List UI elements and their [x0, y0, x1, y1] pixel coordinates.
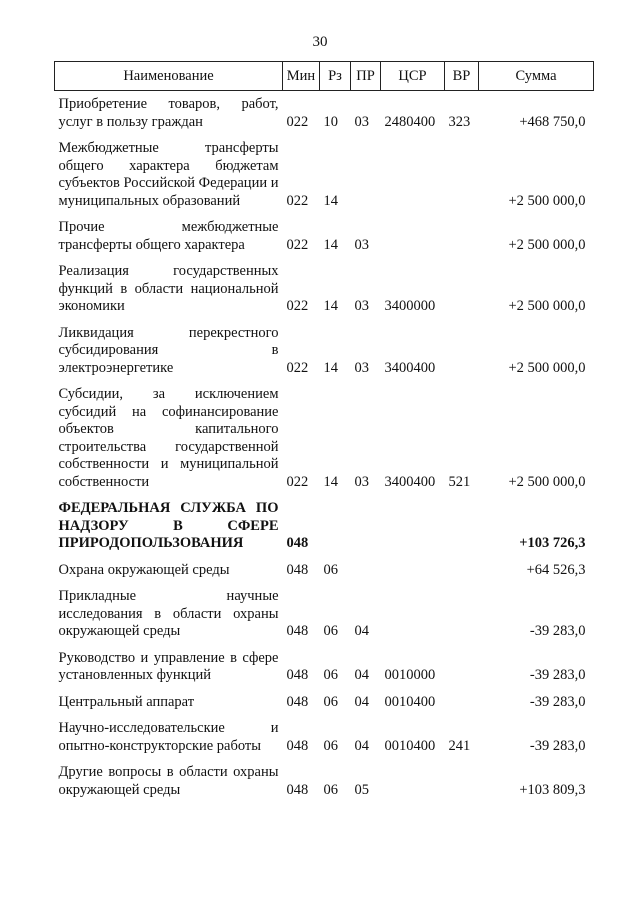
- row-rz: 06: [323, 561, 338, 578]
- row-sum: +2 500 000,0: [508, 236, 586, 253]
- row-csr: 0010000: [384, 667, 436, 683]
- header-name: Наименование: [55, 62, 283, 91]
- table-row: [55, 557, 594, 584]
- table-row: [55, 320, 594, 382]
- row-sum: +468 750,0: [519, 113, 586, 130]
- row-vr: [445, 258, 479, 320]
- row-min: 022: [286, 298, 309, 314]
- row-csr: [381, 214, 445, 258]
- row-sum: +2 500 000,0: [508, 359, 586, 376]
- row-csr: [381, 495, 445, 557]
- table-body: [55, 91, 594, 804]
- row-vr: 521: [448, 473, 471, 490]
- row-pr: 05: [354, 781, 369, 798]
- row-pr: [351, 135, 381, 214]
- row-rz: 06: [323, 781, 338, 798]
- header-pr: ПР: [351, 62, 381, 91]
- row-name: Межбюджетные трансферты общего характера бюджетам субъектов Российской Федерации и муниципальных образований: [58, 140, 279, 209]
- row-rz: 06: [323, 737, 338, 754]
- row-name: ФЕДЕРАЛЬНАЯ СЛУЖБА ПО НАДЗОРУ В СФЕРЕ ПРИРОДОПОЛЬЗОВАНИЯ: [58, 500, 279, 551]
- row-sum: -39 283,0: [529, 693, 586, 710]
- row-pr: 03: [354, 236, 369, 253]
- row-min: 048: [286, 693, 309, 710]
- row-name: Другие вопросы в области охраны окружающей среды: [58, 764, 279, 798]
- table-header-row: [55, 62, 594, 91]
- row-min: 048: [286, 667, 309, 683]
- row-rz: 06: [323, 667, 338, 683]
- row-csr: 0010400: [384, 737, 436, 754]
- table-row: [55, 381, 594, 495]
- row-vr: [445, 689, 479, 716]
- row-pr: 03: [354, 113, 369, 130]
- row-min: 022: [286, 359, 309, 376]
- row-csr: 3400400: [384, 473, 436, 490]
- row-name: Ликвидация перекрестного субсидирования в электроэнергетике: [58, 324, 279, 376]
- row-name: Научно-исследовательские и опытно-конструкторские работы: [58, 720, 279, 754]
- row-csr: [381, 135, 445, 214]
- row-csr: [381, 759, 445, 803]
- row-sum: -39 283,0: [529, 623, 586, 639]
- row-pr: 03: [354, 473, 369, 490]
- row-min: 022: [286, 192, 309, 209]
- row-sum: +103 809,3: [519, 781, 586, 798]
- row-sum: +64 526,3: [526, 561, 586, 578]
- row-rz: 14: [323, 192, 338, 209]
- row-csr: 3400400: [384, 359, 436, 376]
- table-row: [55, 214, 594, 258]
- row-rz: 06: [323, 623, 338, 639]
- row-pr: 04: [354, 693, 369, 710]
- row-min: 048: [286, 737, 309, 754]
- row-sum: -39 283,0: [529, 737, 586, 754]
- row-rz: 10: [323, 113, 338, 130]
- row-pr: 04: [354, 623, 369, 639]
- row-sum: +2 500 000,0: [508, 473, 586, 490]
- table-row: [55, 258, 594, 320]
- row-rz: 14: [323, 359, 338, 376]
- row-min: 048: [286, 623, 309, 639]
- header-csr: ЦСР: [381, 62, 445, 91]
- row-sum: +2 500 000,0: [508, 298, 586, 314]
- row-pr: [351, 557, 381, 584]
- budget-table: [54, 61, 594, 803]
- row-rz: [320, 495, 351, 557]
- row-vr: 241: [448, 737, 471, 754]
- header-vr: ВР: [445, 62, 479, 91]
- page-number: 30: [312, 34, 328, 50]
- table-row: [55, 715, 594, 759]
- row-min: 022: [286, 473, 309, 490]
- row-vr: [445, 645, 479, 689]
- table-row: [55, 645, 594, 689]
- header-sum: Сумма: [479, 62, 594, 91]
- row-csr: 3400000: [384, 298, 436, 314]
- row-vr: [445, 320, 479, 382]
- table-row: [55, 135, 594, 214]
- row-vr: [445, 557, 479, 584]
- row-vr: [445, 495, 479, 557]
- row-vr: [445, 214, 479, 258]
- row-vr: [445, 583, 479, 645]
- table-row: [55, 759, 594, 803]
- row-min: 022: [286, 236, 309, 253]
- row-name: Охрана окружающей среды: [58, 561, 230, 578]
- row-vr: [445, 135, 479, 214]
- row-pr: 03: [354, 359, 369, 376]
- table-row: [55, 495, 594, 557]
- row-sum: -39 283,0: [529, 667, 586, 683]
- row-min: 022: [286, 113, 309, 130]
- row-min: 048: [286, 561, 309, 578]
- row-csr: 0010400: [384, 693, 436, 710]
- row-rz: 14: [323, 298, 338, 314]
- row-vr: [445, 759, 479, 803]
- header-min: Мин: [283, 62, 320, 91]
- table-row: [55, 583, 594, 645]
- row-name: Реализация государственных функций в области национальной экономики: [58, 263, 279, 314]
- row-rz: 14: [323, 473, 338, 490]
- header-rz: Рз: [320, 62, 351, 91]
- row-pr: 04: [354, 737, 369, 754]
- row-name: Прикладные научные исследования в области охраны окружающей среды: [58, 588, 279, 639]
- row-name: Субсидии, за исключением субсидий на софинансирование объектов капитального строительства государственной собственности и муниципальной собственности: [58, 386, 279, 490]
- row-min: 048: [286, 535, 309, 551]
- row-csr: 2480400: [384, 113, 436, 130]
- row-csr: [381, 583, 445, 645]
- row-sum: +103 726,3: [519, 535, 586, 551]
- row-name: Руководство и управление в сфере установленных функций: [58, 649, 279, 683]
- row-rz: 06: [323, 693, 338, 710]
- row-sum: +2 500 000,0: [508, 192, 586, 209]
- row-name: Центральный аппарат: [58, 693, 195, 710]
- row-min: 048: [286, 781, 309, 798]
- row-rz: 14: [323, 236, 338, 253]
- row-pr: 04: [354, 667, 369, 683]
- row-pr: 03: [354, 298, 369, 314]
- table-row: [55, 91, 594, 136]
- table-row: [55, 689, 594, 716]
- row-csr: [381, 557, 445, 584]
- row-pr: [351, 495, 381, 557]
- row-name: Прочие межбюджетные трансферты общего характера: [58, 219, 279, 253]
- row-name: Приобретение товаров, работ, услуг в пользу граждан: [58, 96, 279, 130]
- row-vr: 323: [448, 113, 471, 130]
